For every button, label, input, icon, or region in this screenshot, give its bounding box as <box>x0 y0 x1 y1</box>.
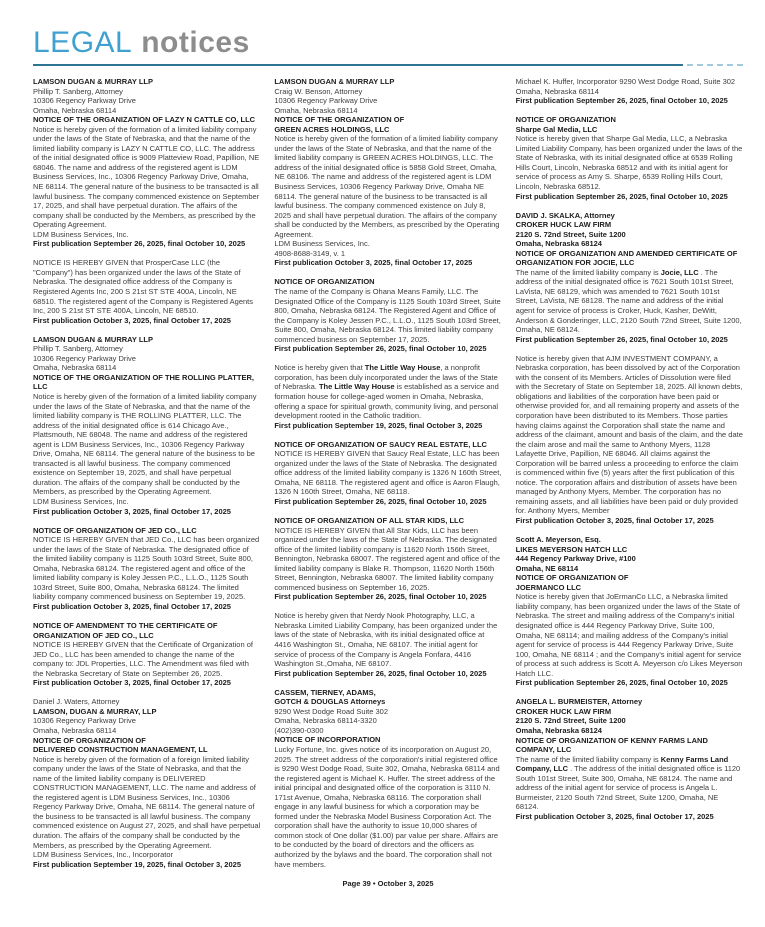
text-run: . The address of the initial designated office is 1120 South 101st Street, Suite 300, Omaha, NE 68124. The name and address of the initial agent for service of process is Angela L. Burmeister, 2120 South 72nd Street, Suite 1200, Omaha, NE 68124. <box>515 764 741 812</box>
text-run: First publication September 26, 2025, final October 10, 2025 <box>274 344 487 354</box>
notice-header-line <box>516 249 743 259</box>
publication-line <box>33 239 260 249</box>
text-run: The name of the Company is Ohana Means Family, LLC. The Designated Office of the Company is 1125 South 103rd Street, Suite 800, Omaha, Nebraska 68124. The Registered Agent and Office of the Company is Koley Jessen P.C., L.L.O., 1125 South 103rd Street, Suite 800, Omaha, Nebraska 68124. This limited liability company commenced business on September 17, 2025. <box>274 286 501 344</box>
notice-text <box>516 755 743 812</box>
text-run: NOTICE OF INCORPORATION <box>274 735 381 745</box>
notice-header-line <box>33 373 260 392</box>
text-run: First publication September 26, 2025, final October 10, 2025 <box>274 496 487 506</box>
text-run: First publication October 3, 2025, final October 17, 2025 <box>33 678 231 688</box>
text-run: NOTICE OF ORGANIZATION <box>515 115 616 125</box>
text-run: (402)390-0300 <box>274 725 324 735</box>
masthead-rule-dash <box>687 64 743 66</box>
notice-column <box>516 77 743 888</box>
text-run: NOTICE OF ORGANIZATION <box>274 277 375 287</box>
notice-header-line <box>516 707 743 717</box>
text-run: COMPANY, LLC <box>515 745 572 755</box>
notice-text <box>274 611 501 668</box>
notice-text <box>274 134 501 239</box>
notice-header-line <box>274 115 501 125</box>
notice-header-line <box>33 697 260 707</box>
notice-header-line <box>33 716 260 726</box>
text-run: Notice is hereby given that AJM INVESTMENT COMPANY, a Nebraska corporation, has been dissolved by act of the Corporation with the consent of its Members. Articles of Dissolution were filed with the Secretary of State on September 18, 2025. All known debts, obligations and liabilities of the corporation have been paid or otherwise provided for, and all remaining property and assets of the corporation have been distributed to its Members. Those parties having claims against the Corporation shall state the name and address of the claimant, amount and basis of the claim, and the date the claim arose and mail the same to Anthony Myers, 1128 Lafayette Drive, Papillion, NE 68046. All claims against the Corporation will be barred unless a proceeding to enforce the claim is commenced within five (5) years after the first publication of this notice. The corporation affairs and distribution of assets have been managed by Anthony Myers, Member. The corporation has no remaining assets, and all liabilities have been paid or duly provided for. Anthony Myers, Member <box>515 353 743 516</box>
text-run: Omaha, Nebraska 68114 <box>274 105 358 115</box>
text-run: JOERMANCO LLC <box>515 582 582 592</box>
publication-line <box>33 507 260 517</box>
text-run: is established as a service and formation house for college-aged women in Omaha, Nebraska, offering a space for spiritual growth, community living, and personal development rooted in the Catholic tradition. <box>274 382 499 421</box>
text-run: Scott A. Meyerson, Esq. <box>515 535 601 545</box>
publication-line <box>33 602 260 612</box>
notice-header-line <box>516 736 743 746</box>
notice-text <box>33 755 260 850</box>
legal-notice <box>274 516 501 602</box>
notice-header-line <box>33 106 260 116</box>
notice-header-line <box>516 230 743 240</box>
notice-header-line <box>516 583 743 593</box>
text-run: NOTICE OF ORGANIZATION OF <box>515 573 629 583</box>
text-run: First publication October 3, 2025, final October 17, 2025 <box>33 506 231 516</box>
text-run: Daniel J. Waters, Attorney <box>33 697 120 707</box>
publication-line <box>274 344 501 354</box>
text-run: 4908-8688-3149, v. 1 <box>274 248 346 258</box>
publication-line <box>274 669 501 679</box>
notice-column <box>274 77 501 888</box>
notice-header-line <box>33 354 260 364</box>
notice-header-line <box>516 535 743 545</box>
text-run: 10306 Regency Parkway Drive <box>33 353 136 363</box>
notice-header-line <box>274 125 501 135</box>
text-run: ANGELA L. BURMEISTER, Attorney <box>515 697 643 707</box>
text-run: LDM Business Services, Inc. <box>33 496 129 506</box>
publication-line <box>516 96 743 106</box>
text-run: 10306 Regency Parkway Drive <box>33 96 136 106</box>
text-run: NOTICE IS HEREBY GIVEN that JED Co., LLC has been organized under the laws of the State of Nebraska. The designated office of the limited liability company is 1125 South 103rd Street, Suite 800, Omaha, Nebraska 68124. The registered agent and office of the limited liability company is Koley Jessen P.C., L.L.O., 1125 South 103rd Street, Suite 800, Omaha, Nebraska 68124. The limited liability company commenced business on September 19, 2025. <box>33 535 260 602</box>
notice-text <box>33 258 260 315</box>
text-run: Notice is hereby given of the formation of a limited liability company under the laws of the State of Nebraska, and that the name of the limited liability company is GREEN ACRES HOLDINGS, LLC. The address of the initial designated office is 5858 Gold Street, Omaha, NE 68106. The name and address of the registered agent is LDM Business Services, 10306 Regency Parkway Drive, Omaha NE 68114. The general nature of the business to be transacted is all lawful business. The company commenced existence on July 8, 2025 and shall have perpetual duration. The affairs of the company shall be conducted by the Members, as prescribed by the Operating Agreement. <box>274 134 500 239</box>
notice-header-line <box>516 258 743 268</box>
text-run: First publication September 19, 2025, final October 3, 2025 <box>274 420 483 430</box>
masthead-legal: LEGAL <box>33 26 133 59</box>
text-run: Omaha, Nebraska 68114-3320 <box>274 716 377 726</box>
text-run: NOTICE IS HEREBY GIVEN that All Star Kids, LLC has been organized under the laws of the State of Nebraska. The designated office of the limited liability company is 11620 North 156th Street, Bennington, Nebraska 68007. The registered agent and office of the limited liability company is Blake R. Thompson, 11620 North 156th Street, Bennington, Nebraska 68007. The limited liability company commenced business on September 16, 2025. <box>274 525 501 592</box>
notice-header-line <box>33 526 260 536</box>
text-run: Phillip T. Sanberg, Attorney <box>33 344 123 354</box>
text-run: LDM Business Services, Inc. <box>274 239 370 249</box>
publication-line <box>274 421 501 431</box>
text-run: NOTICE OF AMENDMENT TO THE CERTIFICATE OF <box>33 620 218 630</box>
notice-header-line <box>274 87 501 97</box>
text-run: Notice is hereby given that <box>274 363 365 373</box>
legal-notice <box>274 363 501 430</box>
text-run: Notice is hereby given of the formation of a foreign limited liability company under the laws of the State of Nebraska, and that the name of the limited liability company is DELIVERED CONSTRUCTION MANAGEMENT, LLC. The name and address of the registered agent is LDM Business Services, Inc., 10306 Regency Parkway Drive, Omaha, NE 68114. The general nature of the business to be transacted is all lawful business. The company commenced existence on August 27, 2025, and shall have perpetual duration. The affairs of the company shall be conducted by the Members, as prescribed by the Operating Agreement. <box>33 754 261 850</box>
text-run: NOTICE OF ORGANIZATION AND AMENDED CERTIFICATE OF <box>515 248 738 258</box>
text-run: GREEN ACRES HOLDINGS, LLC <box>274 124 390 134</box>
notice-header-line <box>33 726 260 736</box>
notice-header-line <box>274 716 501 726</box>
text-run: Omaha, Nebraska 68124 <box>515 725 602 735</box>
publication-line <box>516 678 743 688</box>
text-run: Lucky Fortune, Inc. gives notice of its incorporation on August 20, 2025. The street address of the corporation's initial registered office is 9290 West Dodge Road, Suite 302, Omaha, Nebraska 68114 and the registered agent is Michael K. Huffer. The street address of the initial principal and designated office of the corporation is 3110 N. 171st Avenue, Omaha, Nebraska 68116. The corporation shall engage in any lawful business for which a corporation may be formed under the Nebraska Model Business Corporation Act. The corporation shall have the authority to issue 10,000 shares of common stock of One dollar ($1.00) par value per share. Affairs are to be conducted by the board of directors and the officers as authorized by the bylaws and the board. The corporation shall not have members. <box>274 745 500 869</box>
text-run: Omaha, Nebraska 68114 <box>33 105 117 115</box>
publication-line <box>33 860 260 870</box>
text-run: NOTICE OF ORGANIZATION OF ALL STAR KIDS, LLC <box>274 515 465 525</box>
publication-line <box>274 592 501 602</box>
notice-text <box>33 640 260 678</box>
notice-header-line <box>274 239 501 249</box>
notice-text <box>274 526 501 593</box>
legal-notice <box>516 697 743 821</box>
text-run: 444 Regency Parkway Drive, #100 <box>515 554 636 564</box>
notice-header-line <box>33 736 260 746</box>
notice-header-line <box>516 545 743 555</box>
text-run: NOTICE IS HEREBY GIVEN that ProsperCase LLC (the "Company") has been organized under the laws of the State of Nebraska. The designated office address of the Company is Registered Agents Inc, 200 S 21st ST STE 400A, Lincoln, NE 68510. The registered agent of the Company is Registered Agents Inc, 200 S 21st ST STE 400A, Lincoln, NE 68510. <box>33 258 254 316</box>
notice-header-line <box>274 106 501 116</box>
text-run: First publication September 26, 2025, final October 10, 2025 <box>33 239 246 249</box>
text-run: ORGANIZATION FOR JOCIE, LLC <box>515 258 635 268</box>
notice-header-line <box>516 211 743 221</box>
notice-header-line <box>274 440 501 450</box>
notice-header-line <box>33 363 260 373</box>
notice-header-line <box>274 735 501 745</box>
text-run: Omaha, NE 68114 <box>515 563 579 573</box>
notice-header-line <box>274 249 501 259</box>
text-run: Kenny Farms Land Company, LLC <box>515 754 729 774</box>
text-run: 10306 Regency Parkway Drive <box>33 716 136 726</box>
legal-notice <box>274 611 501 678</box>
text-run: First publication September 26, 2025, final October 10, 2025 <box>515 678 728 688</box>
notice-text <box>516 592 743 678</box>
notice-header-line <box>516 564 743 574</box>
text-run: NOTICE OF ORGANIZATION OF KENNY FARMS LAND <box>515 735 708 745</box>
notice-header-line <box>33 497 260 507</box>
text-run: First publication September 26, 2025, final October 10, 2025 <box>515 191 728 201</box>
legal-notice <box>33 77 260 249</box>
notice-header-line <box>274 726 501 736</box>
notice-header-line <box>516 716 743 726</box>
text-run: First publication October 3, 2025, final October 17, 2025 <box>33 601 231 611</box>
legal-notice <box>274 688 501 869</box>
notice-header-line <box>33 745 260 755</box>
masthead-notices: notices <box>141 26 250 59</box>
text-run: First publication September 26, 2025, final October 10, 2025 <box>274 592 487 602</box>
legal-notice <box>516 535 743 688</box>
text-run: . The address of the initial designated office is 7621 South 101st Street, LaVista, NE 68129, which was amended to 7621 South 101st Street, LaVista, NE 68128. The name and address of the initial agent for service of process is Croker, Huck, Kasher, DeWitt, Anderson & Gonderinger, LLC, 2120 South 72nd Street, Suite 1200, Omaha, NE 68124. <box>515 267 742 335</box>
legal-notice <box>33 526 260 612</box>
text-run: Omaha, Nebraska 68124 <box>515 239 602 249</box>
publication-line <box>33 678 260 688</box>
text-run: LDM Business Services, Inc. <box>33 229 129 239</box>
notice-header-line <box>516 573 743 583</box>
notice-header-line <box>516 239 743 249</box>
publication-line <box>516 516 743 526</box>
notice-header-line <box>516 554 743 564</box>
masthead-rule <box>33 63 743 66</box>
legal-notice <box>274 277 501 353</box>
text-run: CROKER HUCK LAW FIRM <box>515 220 612 230</box>
notice-header-line <box>274 96 501 106</box>
notice-header-line <box>516 115 743 125</box>
notice-text <box>516 354 743 516</box>
text-run: NOTICE IS HEREBY GIVEN that the Certificate of Organization of JED Co., LLC has been amended to change the name of the company to: JDL Properties, LLC. The Amendment was filed with the Nebraska Secretary of State on September 26, 2025. <box>33 640 253 678</box>
legal-notice <box>516 115 743 201</box>
text-run: NOTICE OF ORGANIZATION OF JED CO., LLC <box>33 525 197 535</box>
notice-header-line <box>274 77 501 87</box>
text-run: First publication October 3, 2025, final October 17, 2025 <box>274 258 473 268</box>
notice-header-line <box>274 707 501 717</box>
text-run: The name of the limited liability company is <box>515 754 661 764</box>
text-run: The Little Way House <box>318 382 395 392</box>
text-run: ORGANIZATION OF JED CO., LLC <box>33 630 154 640</box>
notice-header-line <box>33 631 260 641</box>
notice-column <box>33 77 260 888</box>
page-footer: Page 39 • October 3, 2025 <box>342 878 434 888</box>
notice-header-line <box>274 516 501 526</box>
text-run: First publication September 19, 2025, final October 3, 2025 <box>33 859 241 869</box>
notice-header-line <box>33 335 260 345</box>
legal-notice <box>516 354 743 526</box>
text-run: NOTICE OF THE ORGANIZATION OF <box>274 115 405 125</box>
notice-text <box>33 535 260 602</box>
text-run: Omaha, Nebraska 68114 <box>33 363 117 373</box>
text-run: LDM Business Services, Inc., Incorporator <box>33 850 174 860</box>
notice-header-line <box>516 220 743 230</box>
notice-header-line <box>33 621 260 631</box>
legal-notice <box>274 77 501 268</box>
text-run: NOTICE OF THE ORGANIZATION OF THE ROLLING PLATTER, LLC <box>33 372 254 392</box>
notice-header-line <box>516 745 743 755</box>
notice-columns <box>33 77 743 888</box>
notice-header-line <box>516 726 743 736</box>
text-run: GOTCH & DOUGLAS Attorneys <box>274 697 386 707</box>
page-title <box>33 26 743 60</box>
text-run: NOTICE IS HEREBY GIVEN that Saucy Real Estate, LLC has been organized under the laws of the State of Nebraska. The designated office address of the limited liability company is 1326 N 160th Street, Omaha, NE 68118. The registered agent and office is Aaron Flaugh, 1326 N 160th Street, Omaha, NE 68118. <box>274 449 502 497</box>
text-run: Notice is hereby given that Sharpe Gal Media, LLC, a Nebraska Limited Liability Company, has been organized under the laws of the State of Nebraska, with its initial designated office at 6539 Rolling Hills Court, Lincoln, Nebraska 68512 and with its initial agent for service of process as Amy S. Sharpe, 6539 Rolling Hills Court, Lincoln, Nebraska 68512. <box>515 134 743 191</box>
text-run: LAMSON, DUGAN & MURRAY, LLP <box>33 706 157 716</box>
notice-header-line <box>33 115 260 125</box>
publication-line <box>516 335 743 345</box>
notice-header-line <box>33 230 260 240</box>
text-run: Notice is hereby given of the formation of a limited liability company under the laws of the State of Nebraska, and that the name of the limited liability company is THE ROLLING PLATTER, LLC. The address of the initial designated office is 614 Chicago Ave., Plattsmouth, NE 68048. The name and address of the registered agent is LDM Business Services, Inc., 10306 Regency Parkway Drive, Omaha, NE 68114. The general nature of the business to be transacted is all lawful business. The company commenced existence on September 19, 2025, and shall have perpetual duration. The affairs of the company shall be conducted by the Members, as prescribed by the Operating Agreement. <box>33 391 257 497</box>
legal-notice <box>516 77 743 106</box>
text-run: LAMSON DUGAN & MURRAY LLP <box>33 334 154 344</box>
notice-text <box>33 125 260 230</box>
legal-notice <box>516 211 743 345</box>
notice-text <box>516 77 743 96</box>
legal-notice <box>33 335 260 516</box>
text-run: 9290 West Dodge Road Suite 302 <box>274 706 389 716</box>
publication-line <box>274 258 501 268</box>
publication-line <box>274 497 501 507</box>
text-run: Craig W. Benson, Attorney <box>274 86 363 96</box>
text-run: NOTICE OF THE ORGANIZATION OF LAZY N CATTLE CO, LLC <box>33 115 256 125</box>
text-run: 2120 S. 72nd Street, Suite 1200 <box>515 716 626 726</box>
text-run: DELIVERED CONSTRUCTION MANAGEMENT, LL <box>33 745 208 755</box>
notice-header-line <box>274 688 501 698</box>
notice-header-line <box>33 850 260 860</box>
legal-notice <box>33 621 260 688</box>
text-run: LIKES MEYERSON HATCH LLC <box>515 544 628 554</box>
notice-header-line <box>516 697 743 707</box>
text-run: First publication September 26, 2025, final October 10, 2025 <box>515 334 728 344</box>
text-run: Omaha, Nebraska 68114 <box>33 725 117 735</box>
text-run: Phillip T. Sanberg, Attorney <box>33 86 123 96</box>
legal-notice <box>33 258 260 325</box>
notice-header-line <box>33 344 260 354</box>
text-run: Notice is hereby given that Nerdy Nook Photography, LLC, a Nebraska Limited Liability Company, has been organized under the laws of the state of Nebraska, with its initial designated office at 4416 Washington St., Omaha, NE 68107. The initial agent for service of process of the Company is Angela Fonfara, 4416 Washington St.,Omaha, NE 68107. <box>274 611 498 669</box>
text-run: , a nonprofit corporation, has been duly incorporated under the laws of the State of Nebraska. <box>274 363 498 392</box>
notice-header-line <box>33 707 260 717</box>
notice-header-line <box>33 87 260 97</box>
text-run: LAMSON DUGAN & MURRAY LLP <box>274 77 395 86</box>
publication-line <box>33 316 260 326</box>
notice-text <box>274 449 501 497</box>
notice-header-line <box>274 277 501 287</box>
legal-notice <box>33 697 260 869</box>
notice-text <box>274 287 501 344</box>
text-run: First publication October 3, 2025, final October 17, 2025 <box>515 516 714 526</box>
text-run: Sharpe Gal Media, LLC <box>515 124 598 134</box>
notice-text <box>274 363 501 420</box>
notice-header-line <box>516 125 743 135</box>
text-run: Notice is hereby given of the formation of a limited liability company under the laws of the State of Nebraska, and that the name of the limited liability company is LAZY N CATTLE CO, LLC. The address of the initial designated office is 9009 Platteview Road, Papillion, NE 68046. The name and address of the registered agent is LDM Business Services, Inc., 10306 Regency Parkway Drive, Omaha, NE 68114. The general nature of the business to be transacted is all lawful business. The company commenced existence on September 17, 2025, and shall have perpetual duration. The affairs of the company shall be conducted by the Members, as prescribed by the Operating Agreement. <box>33 124 260 230</box>
text-run: Notice is hereby given that JoErmanCo LLC, a Nebraska limited liability company, has been organized under the laws of the State of Nebraska. The street and mailing address of the Company's initial designated office is 444 Regency Parkway Drive, Suite 100, Omaha, NE 68114; and mailing address of the Company's initial agent for service of process is 444 Regency Parkway Drive, Suite 100, Omaha, NE 68114 ; and the Company's initial agent for service of process at such address is Scott A. Meyerson c/o Likes Meyerson Hatch LLC. <box>515 592 743 678</box>
masthead-rule-solid <box>33 64 683 66</box>
notice-text <box>33 392 260 497</box>
text-run: CROKER HUCK LAW FIRM <box>515 706 612 716</box>
text-run: LAMSON DUGAN & MURRAY LLP <box>33 77 154 86</box>
text-run: Jocie, LLC <box>660 267 699 277</box>
text-run: Michael K. Huffer, Incorporator 9290 West Dodge Road, Suite 302 Omaha, Nebraska 68114 <box>515 77 736 96</box>
publication-line <box>516 812 743 822</box>
text-run: 10306 Regency Parkway Drive <box>274 96 378 106</box>
text-run: First publication October 3, 2025, final October 17, 2025 <box>515 811 714 821</box>
text-run: NOTICE OF ORGANIZATION OF SAUCY REAL ESTATE, LLC <box>274 439 487 449</box>
legal-notice <box>274 440 501 507</box>
text-run: The name of the limited liability company is <box>515 267 661 277</box>
text-run: 2120 S. 72nd Street, Suite 1200 <box>515 229 626 239</box>
text-run: CASSEM, TIERNEY, ADAMS, <box>274 687 376 697</box>
text-run: The Little Way House <box>364 363 441 373</box>
notice-text <box>516 268 743 335</box>
text-run: NOTICE OF ORGANIZATION OF <box>33 735 146 745</box>
notice-header-line <box>33 77 260 87</box>
notice-text <box>516 134 743 191</box>
notice-header-line <box>274 697 501 707</box>
text-run: First publication October 3, 2025, final October 17, 2025 <box>33 315 231 325</box>
notice-header-line <box>33 96 260 106</box>
publication-line <box>516 192 743 202</box>
text-run: DAVID J. SKALKA, Attorney <box>515 210 615 220</box>
text-run: First publication September 26, 2025, final October 10, 2025 <box>515 96 728 106</box>
text-run: First publication September 26, 2025, final October 10, 2025 <box>274 668 487 678</box>
notice-text <box>274 745 501 869</box>
